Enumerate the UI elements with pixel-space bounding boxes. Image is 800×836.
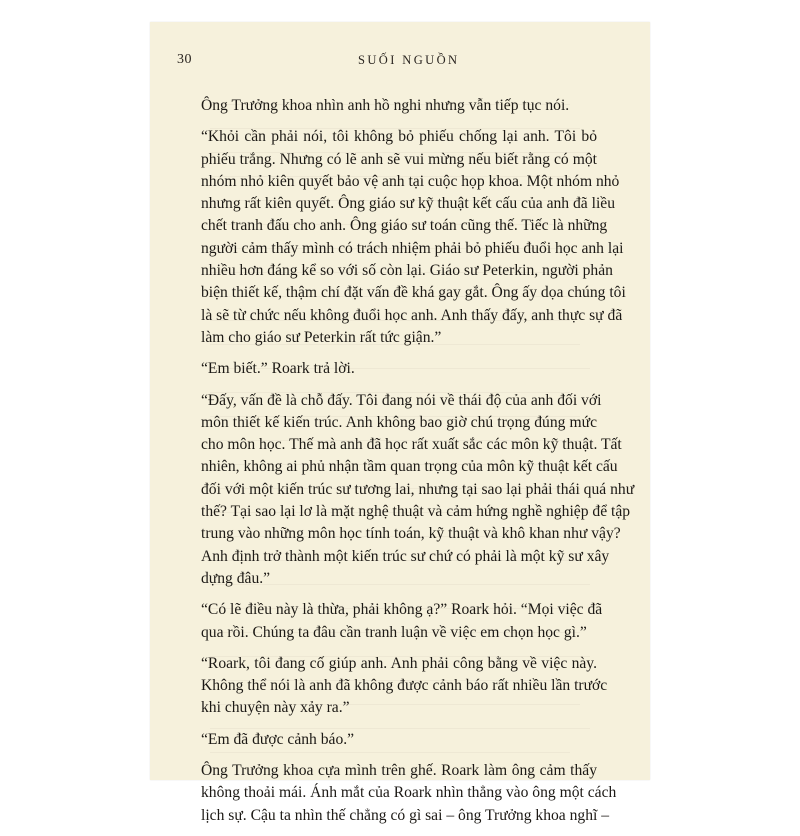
paragraph bbox=[201, 760, 617, 827]
paragraph bbox=[201, 653, 608, 720]
text-line: Anh định trở thành một kiến trúc sư chứ có phải là một kỹ sư xây bbox=[201, 547, 610, 565]
text-line: môn thiết kế kiến trúc. Anh không bao giờ chú trọng đúng mức bbox=[201, 413, 597, 431]
text-line: nhóm nhỏ kiên quyết bảo vệ anh tại cuộc họp khoa. Một nhóm nhỏ bbox=[201, 172, 620, 190]
running-header bbox=[177, 52, 623, 72]
book-page bbox=[150, 22, 650, 824]
text-line: “Đấy, vấn đề là chỗ đấy. Tôi đang nói về thái độ của anh đối với bbox=[201, 391, 602, 409]
paragraph bbox=[201, 358, 597, 380]
text-line: đối với một kiến trúc sư tương lai, nhưng tại sao lại phải thái quá như bbox=[201, 480, 635, 498]
body-text bbox=[201, 95, 635, 836]
text-line: nhiên, không ai phủ nhận tầm quan trọng của môn kỹ thuật kết cấu bbox=[201, 458, 618, 476]
paragraph bbox=[201, 95, 597, 117]
text-line: cho môn học. Thế mà anh đã học rất xuất sắc các môn kỹ thuật. Tất bbox=[201, 436, 622, 454]
paragraph bbox=[201, 729, 597, 751]
text-line: trung vào những môn học tính toán, kỹ thuật và khô khan như vậy? bbox=[201, 525, 621, 543]
text-line: lịch sự. Cậu ta nhìn thế chẳng có gì sai – ông Trưởng khoa nghĩ – bbox=[201, 806, 610, 824]
text-line: nhưng rất kiên quyết. Ông giáo sư kỹ thuật kết cấu của anh đã liều bbox=[201, 195, 615, 213]
text-line: Ông Trưởng khoa cựa mình trên ghế. Roark làm ông cảm thấy bbox=[201, 762, 597, 780]
text-line: “Khỏi cần phải nói, tôi không bỏ phiếu chống lại anh. Tôi bỏ bbox=[201, 128, 597, 146]
paragraph bbox=[201, 599, 603, 644]
text-line: “Có lẽ điều này là thừa, phải không ạ?” Roark hỏi. “Mọi việc đã bbox=[201, 601, 603, 619]
text-line: “Roark, tôi đang cố giúp anh. Anh phải công bằng về việc này. bbox=[201, 654, 597, 672]
text-line: thế? Tại sao lại lơ là mặt nghệ thuật và cảm hứng nghề nghiệp để tập bbox=[201, 503, 631, 521]
text-line: Ông Trưởng khoa nhìn anh hồ nghi nhưng vẫn tiếp tục nói. bbox=[201, 97, 570, 114]
text-line: là sẽ từ chức nếu không đuổi học anh. Anh thấy đấy, anh thực sự đã bbox=[201, 306, 623, 324]
text-line: “Em biết.” Roark trả lời. bbox=[201, 360, 355, 378]
text-line: chết tranh đấu cho anh. Ông giáo sư toán cũng thế. Tiếc là những bbox=[201, 217, 608, 235]
paragraph bbox=[201, 390, 635, 591]
text-line: biện thiết kế, thậm chí đặt vấn đề khá gay gắt. Ông ấy dọa chúng tôi bbox=[201, 284, 626, 302]
text-line: dựng đâu.” bbox=[201, 569, 271, 587]
paragraph bbox=[201, 126, 626, 349]
text-line: người cảm thấy mình có trách nhiệm phải bỏ phiếu đuổi học anh lại bbox=[201, 239, 624, 257]
page-number: 30 bbox=[177, 52, 192, 67]
text-line: phiếu trắng. Nhưng có lẽ anh sẽ vui mừng nếu biết rằng có một bbox=[201, 150, 597, 168]
text-line: không thoải mái. Ánh mắt của Roark nhìn thẳng vào ông một cách bbox=[201, 784, 617, 802]
text-line: khi chuyện này xảy ra.” bbox=[201, 699, 350, 717]
text-line: “Em đã được cảnh báo.” bbox=[201, 730, 355, 748]
text-line: Không thể nói là anh đã không được cảnh báo rất nhiều lần trước bbox=[201, 677, 608, 695]
text-line: làm cho giáo sư Peterkin rất tức giận.” bbox=[201, 328, 442, 346]
book-title: SUỐI NGUỒN bbox=[358, 53, 460, 67]
text-line: nhiều hơn đáng kể so với số còn lại. Giáo sư Peterkin, người phản bbox=[201, 262, 613, 280]
text-line: qua rồi. Chúng ta đâu cần tranh luận về việc em chọn học gì.” bbox=[201, 623, 587, 641]
